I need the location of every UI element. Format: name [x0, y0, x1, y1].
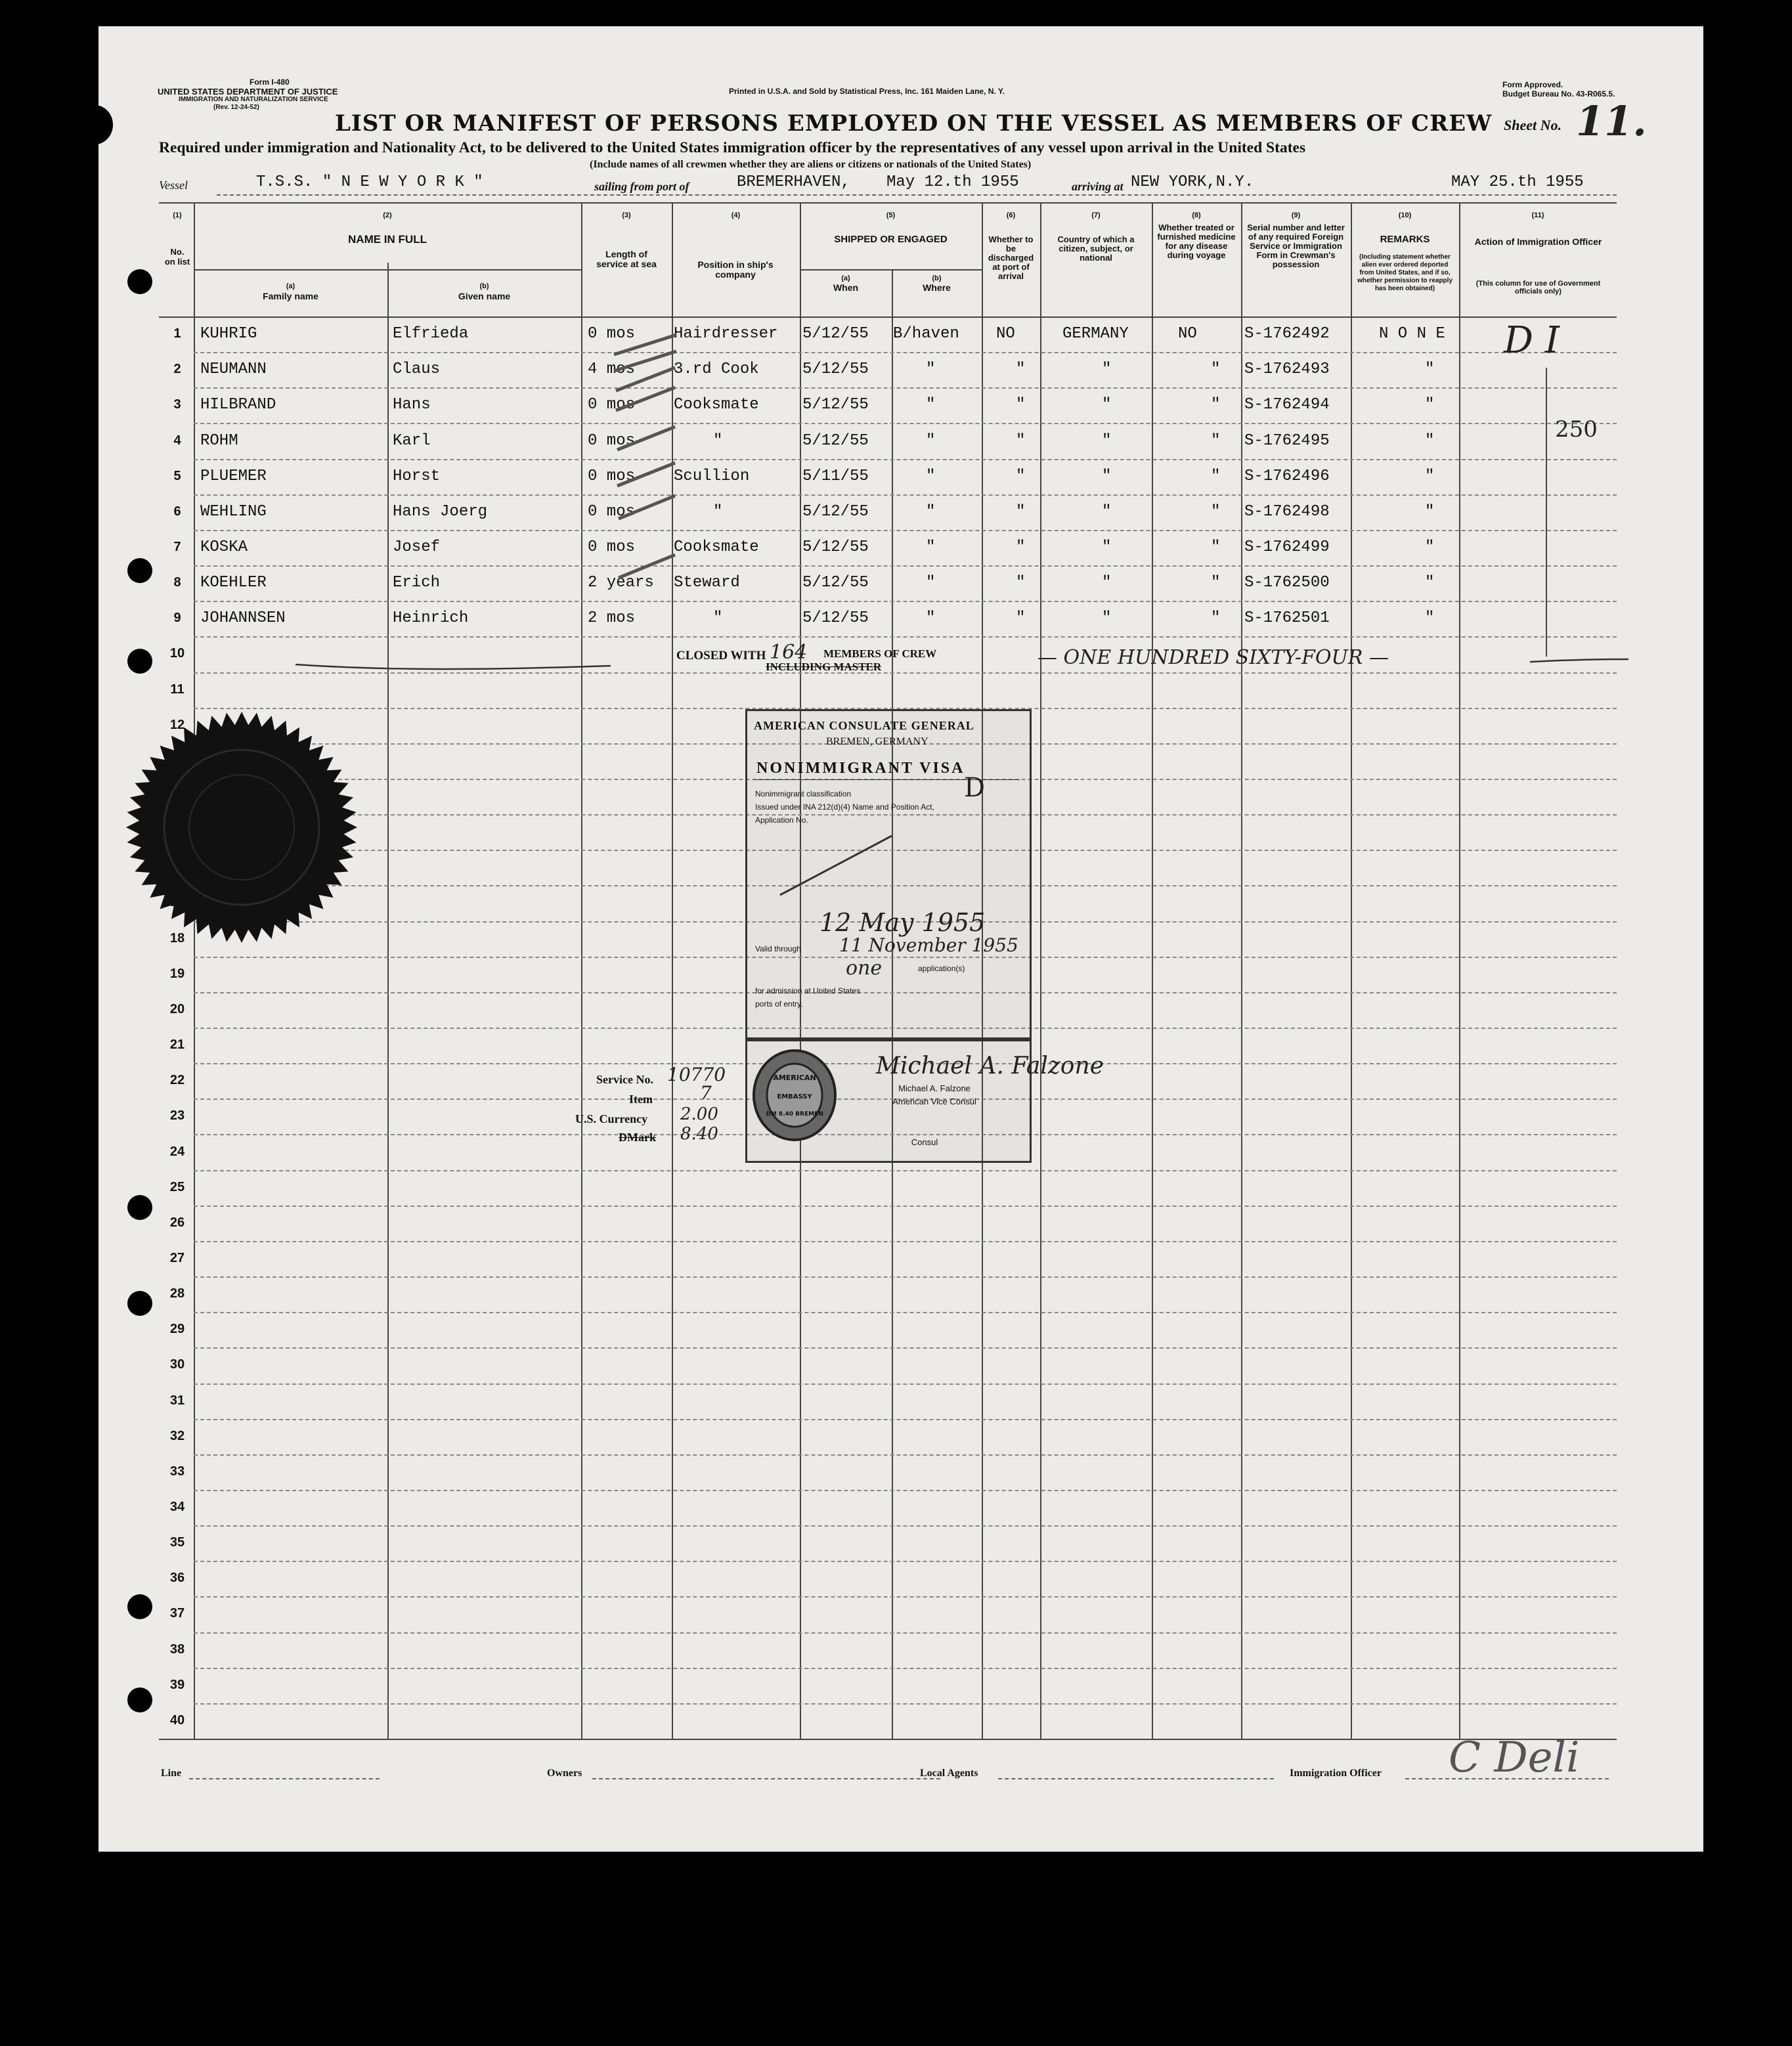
- closed-with: CLOSED WITH: [676, 649, 766, 663]
- country: ": [1102, 574, 1112, 592]
- form-title: LIST OR MANIFEST OF PERSONS EMPLOYED ON THE VESSEL AS MEMBERS OF CREW: [335, 110, 1493, 137]
- including-master: INCLUDING MASTER: [766, 661, 882, 673]
- row-number: 5: [173, 469, 181, 483]
- embossed-seal: [123, 709, 360, 946]
- row-number: 38: [169, 1642, 185, 1657]
- discharged: ": [1016, 538, 1026, 556]
- col-family-name: Family name: [263, 291, 318, 301]
- visa-slash: [774, 829, 905, 902]
- treated: ": [1211, 538, 1221, 556]
- row-rule: [194, 459, 1617, 460]
- vessel-label: Vessel: [159, 179, 188, 192]
- serial-number: S-1762498: [1244, 503, 1330, 521]
- given-name: Erich: [393, 574, 441, 592]
- header-bottom-border: [159, 316, 1617, 318]
- discharged: ": [1016, 432, 1026, 450]
- treated: ": [1211, 432, 1221, 450]
- col5-num: (5): [886, 211, 896, 219]
- family-name: JOHANNSEN: [200, 609, 286, 627]
- consul-label: Consul: [911, 1137, 938, 1147]
- row-number: 33: [169, 1464, 185, 1479]
- binder-hole: [127, 1291, 152, 1316]
- row-rule: [194, 1561, 1617, 1562]
- binder-hole: [127, 558, 152, 583]
- col7-num: (7): [1091, 211, 1101, 219]
- family-name: WEHLING: [200, 503, 267, 521]
- consul-signature: Michael A. Falzone: [876, 1053, 1104, 1079]
- fee-stamp-seal: [749, 1046, 841, 1144]
- country: ": [1102, 468, 1112, 485]
- col-remarks: REMARKS: [1380, 234, 1430, 245]
- family-name: KOSKA: [200, 538, 248, 556]
- position: 3.rd Cook: [674, 360, 759, 378]
- col-shipped: SHIPPED OR ENGAGED: [834, 234, 948, 245]
- dmark-value: 8.40: [680, 1124, 718, 1144]
- discharged: ": [1016, 396, 1026, 414]
- serial-number: S-1762501: [1244, 609, 1330, 627]
- row-number: 21: [169, 1037, 185, 1052]
- col10-num: (10): [1398, 211, 1412, 219]
- family-name: KOEHLER: [200, 574, 267, 592]
- col2-num: (2): [383, 211, 392, 219]
- dmark-label: DMark: [619, 1131, 656, 1144]
- footer-owners: Owners: [547, 1768, 582, 1779]
- closing-words: — ONE HUNDRED SIXTY-FOUR —: [1038, 646, 1389, 669]
- row-rule: [194, 1703, 1617, 1705]
- row-rule: [194, 1383, 1617, 1385]
- col-country: Country of which a citizen, subject, or national: [1057, 234, 1135, 263]
- family-name: NEUMANN: [200, 360, 267, 378]
- visa-class-label: Nonimmigrant classification: [755, 789, 852, 798]
- approval-line1: Form Approved.: [1502, 80, 1563, 89]
- col-no-on-list: No. on list: [164, 247, 190, 267]
- col-discharged: Whether to be discharged at port of arrival: [988, 234, 1034, 281]
- service-number: 10770: [667, 1064, 726, 1085]
- binder-hole: [76, 105, 113, 144]
- position: Scullion: [674, 468, 750, 485]
- col-family-a: (a): [286, 282, 295, 290]
- manifest-sheet: [98, 26, 1703, 1852]
- officer-signature: C Deli: [1449, 1733, 1580, 1782]
- shipped-when: 5/12/55: [802, 574, 869, 592]
- shipped-when: 5/12/55: [802, 538, 869, 556]
- col1-num: (1): [173, 211, 182, 219]
- closed-count: 164: [770, 641, 808, 664]
- length-of-service: 2 years: [588, 574, 654, 592]
- col-action: Action of Immigration Officer: [1474, 236, 1602, 247]
- revision: (Rev. 12-24-52): [213, 104, 259, 111]
- form-number: Form I-480: [250, 77, 290, 87]
- members-of-crew: MEMBERS OF CREW: [823, 647, 937, 660]
- action-bracket: [1546, 368, 1547, 657]
- binder-hole: [127, 1195, 152, 1220]
- visa-issued-under: Issued under INA 212(d)(4) Name and Position Act,: [755, 802, 934, 812]
- row-rule: [194, 1490, 1617, 1491]
- row-number: 20: [169, 1002, 185, 1016]
- length-of-service: 0 mos: [588, 503, 636, 521]
- currency-label: U.S. Currency: [575, 1112, 648, 1125]
- col-given-name: Given name: [458, 291, 511, 301]
- row-rule: [194, 636, 1617, 638]
- arrival-date: MAY 25.th 1955: [1451, 173, 1584, 191]
- voyage-underline: [217, 194, 1617, 196]
- visa-ports: ports of entry.: [755, 999, 803, 1009]
- country: ": [1102, 396, 1112, 414]
- given-name: Karl: [393, 432, 431, 450]
- remarks: ": [1425, 396, 1435, 414]
- action-number: 250: [1555, 416, 1598, 443]
- row-number: 37: [169, 1606, 185, 1621]
- row-rule: [194, 494, 1617, 496]
- vessel-name: T.S.S. " N E W Y O R K ": [256, 173, 483, 191]
- length-of-service: 0 mos: [588, 538, 636, 556]
- shipped-when: 5/12/55: [802, 432, 869, 450]
- shipped-where: ": [926, 503, 936, 521]
- row-rule: [194, 1170, 1617, 1171]
- remarks: ": [1425, 360, 1435, 378]
- row-number: 8: [173, 575, 181, 590]
- row-rule: [194, 1206, 1617, 1207]
- shipped-when: 5/12/55: [802, 396, 869, 414]
- family-name: PLUEMER: [200, 468, 267, 485]
- shipped-when: 5/11/55: [802, 468, 869, 485]
- row-number: 11: [170, 682, 185, 697]
- given-name: Heinrich: [393, 609, 469, 627]
- item-number: 7: [700, 1082, 712, 1104]
- form-subtitle: Required under immigration and Nationality Act, to be delivered to the United States immigration officer by the representatives of any vessel upon arrival in the United States: [159, 139, 1306, 156]
- row-number: 30: [169, 1357, 185, 1372]
- col-serial: Serial number and letter of any required Foreign Service or Immigration Form in Crewman's possession: [1247, 223, 1345, 269]
- visa-type: NONIMMIGRANT VISA: [756, 760, 965, 777]
- footer-officer: Immigration Officer: [1290, 1768, 1382, 1779]
- sheet-number: 11.: [1576, 97, 1647, 145]
- shipped-when: 5/12/55: [802, 503, 869, 521]
- serial-number: S-1762500: [1244, 574, 1330, 592]
- binder-hole: [127, 269, 152, 294]
- binder-hole: [127, 1594, 152, 1619]
- col-given-b: (b): [479, 282, 489, 290]
- row-rule: [194, 1419, 1617, 1420]
- visa-valid-label: Valid through: [755, 944, 801, 953]
- row-rule: [194, 1347, 1617, 1349]
- length-of-service: 0 mos: [588, 468, 636, 485]
- discharged: ": [1016, 609, 1026, 627]
- binder-hole: [127, 649, 152, 674]
- length-of-service: 4 mos: [588, 360, 636, 378]
- consul-stamp: [745, 1037, 1104, 1163]
- discharged: ": [1016, 503, 1026, 521]
- col6-num: (6): [1006, 211, 1016, 219]
- row-number: 34: [169, 1500, 185, 1514]
- serial-number: S-1762499: [1244, 538, 1330, 556]
- row-number: 35: [169, 1535, 185, 1550]
- shipped-where: ": [926, 538, 936, 556]
- remarks: ": [1425, 574, 1435, 592]
- row-rule: [194, 530, 1617, 531]
- treated: ": [1211, 396, 1221, 414]
- row-number: 29: [169, 1322, 185, 1336]
- col4-num: (4): [731, 211, 741, 219]
- consul-name: Michael A. Falzone: [898, 1083, 971, 1093]
- position: Hairdresser: [674, 325, 778, 343]
- row-rule: [194, 1632, 1617, 1634]
- treated: ": [1211, 468, 1221, 485]
- remarks: ": [1425, 503, 1435, 521]
- visa-applications-value: one: [846, 957, 883, 980]
- departure-port: BREMERHAVEN,: [737, 173, 850, 191]
- col-where-b: (b): [932, 274, 942, 282]
- row-rule: [194, 423, 1617, 424]
- row-rule: [194, 565, 1617, 567]
- position: Cooksmate: [674, 538, 759, 556]
- discharged: ": [1016, 468, 1026, 485]
- row-rule: [194, 1276, 1617, 1278]
- sailing-date: May 12.th 1955: [886, 173, 1019, 191]
- shipped-where: ": [926, 396, 936, 414]
- table-top-border: [159, 202, 1617, 204]
- country: ": [1102, 609, 1112, 627]
- table-bottom-border: [159, 1739, 1617, 1740]
- arrival-port: NEW YORK,N.Y.: [1131, 173, 1254, 191]
- shipped-when: 5/12/55: [802, 325, 869, 343]
- family-name: HILBRAND: [200, 396, 276, 414]
- position: Cooksmate: [674, 396, 759, 414]
- row-rule: [194, 352, 1617, 353]
- sailing-label: sailing from port of: [594, 180, 689, 193]
- row-rule: [194, 1668, 1617, 1669]
- col-action-note: (This column for use of Government officials only): [1475, 280, 1601, 295]
- country: ": [1102, 538, 1112, 556]
- serial-number: S-1762492: [1244, 325, 1330, 343]
- treated: ": [1211, 503, 1221, 521]
- remarks: N O N E: [1379, 325, 1445, 343]
- serial-number: S-1762493: [1244, 360, 1330, 378]
- given-name: Hans: [393, 396, 431, 414]
- printer-line: Printed in U.S.A. and Sold by Statistical Press, Inc. 161 Maiden Lane, N. Y.: [729, 87, 1005, 96]
- row-number: 32: [169, 1429, 185, 1443]
- row-number: 18: [169, 931, 185, 946]
- remarks: ": [1425, 468, 1435, 485]
- country: ": [1102, 432, 1112, 450]
- currency-value: 2.00: [680, 1104, 718, 1124]
- given-name: Josef: [393, 538, 441, 556]
- visa-stamp: [745, 709, 1032, 1041]
- visa-class: D: [964, 773, 986, 803]
- visa-admission: for admission at United States: [755, 986, 861, 995]
- footer-agents: Local Agents: [920, 1768, 978, 1779]
- row-number: 2: [173, 362, 181, 376]
- visa-applications-label: application(s): [918, 964, 965, 973]
- length-of-service: 0 mos: [588, 325, 636, 343]
- position: ": [713, 432, 723, 450]
- seal-text-1: AMERICAN: [773, 1074, 816, 1082]
- row-number: 36: [169, 1571, 185, 1585]
- treated: ": [1211, 360, 1221, 378]
- col-remarks-note: (Including statement whether alien ever ordered deported from United States, and if so, whether permission to reapply has been obtained): [1357, 253, 1453, 292]
- row-number: 1: [173, 326, 181, 341]
- given-name: Claus: [393, 360, 441, 378]
- row-number: 31: [169, 1393, 185, 1408]
- treated: ": [1211, 609, 1221, 627]
- row-number: 27: [169, 1251, 185, 1265]
- consul-title: American Vice Consul: [892, 1097, 976, 1106]
- service-label: Service No.: [596, 1073, 653, 1086]
- row-number: 39: [169, 1678, 185, 1692]
- agency-line1: UNITED STATES DEPARTMENT OF JUSTICE: [158, 87, 338, 97]
- visa-issued-date: 12 May 1955: [820, 908, 986, 937]
- row-number: 25: [169, 1180, 185, 1194]
- agency-line2: IMMIGRATION AND NATURALIZATION SERVICE: [179, 96, 328, 103]
- row-rule: [194, 1241, 1617, 1242]
- country: GERMANY: [1062, 325, 1129, 343]
- row-number: 9: [173, 611, 181, 625]
- col8-num: (8): [1192, 211, 1201, 219]
- family-name: KUHRIG: [200, 325, 257, 343]
- col-position: Position in ship's company: [697, 259, 774, 280]
- col-name-in-full: NAME IN FULL: [348, 233, 427, 246]
- row-rule: [194, 1454, 1617, 1456]
- length-of-service: 0 mos: [588, 396, 636, 414]
- given-name: Elfrieda: [393, 325, 469, 343]
- shipped-where: ": [926, 360, 936, 378]
- row-rule: [194, 1596, 1617, 1598]
- col9-num: (9): [1291, 211, 1301, 219]
- row-rule: [194, 1312, 1617, 1313]
- visa-application-no: Application No.: [755, 816, 808, 825]
- visa-city: BREMEN, GERMANY: [826, 736, 929, 747]
- row-number: 3: [173, 397, 181, 412]
- country: ": [1102, 503, 1112, 521]
- remarks: ": [1425, 538, 1435, 556]
- col11-num: (11): [1531, 211, 1544, 219]
- row-number: 22: [169, 1073, 185, 1087]
- row-number: 19: [169, 967, 185, 981]
- row-number: 12: [169, 718, 185, 732]
- length-of-service: 0 mos: [588, 432, 636, 450]
- row-rule: [194, 1525, 1617, 1527]
- shipped-where: B/haven: [893, 325, 959, 343]
- country: ": [1102, 360, 1112, 378]
- row-rule: [194, 387, 1617, 389]
- shipped-when: 5/12/55: [802, 609, 869, 627]
- position: ": [713, 609, 723, 627]
- col3-num: (3): [622, 211, 631, 219]
- family-name: ROHM: [200, 432, 238, 450]
- row-number: 10: [169, 646, 185, 661]
- serial-number: S-1762496: [1244, 468, 1330, 485]
- shipped-where: ": [926, 609, 936, 627]
- shipped-where: ": [926, 468, 936, 485]
- discharged: ": [1016, 574, 1026, 592]
- row-rule: [194, 601, 1617, 602]
- shipped-where: ": [926, 574, 936, 592]
- serial-number: S-1762495: [1244, 432, 1330, 450]
- sheet-label: Sheet No.: [1504, 117, 1562, 133]
- action-d1: D I: [1504, 319, 1560, 362]
- col-length: Length of service at sea: [596, 249, 657, 269]
- serial-number: S-1762494: [1244, 396, 1330, 414]
- position: ": [713, 503, 723, 521]
- shipped-when: 5/12/55: [802, 360, 869, 378]
- given-name: Hans Joerg: [393, 503, 488, 521]
- remarks: ": [1425, 432, 1435, 450]
- discharged: NO: [996, 325, 1015, 343]
- remarks: ": [1425, 609, 1435, 627]
- item-label: Item: [629, 1093, 653, 1106]
- visa-consulate: AMERICAN CONSULATE GENERAL: [754, 719, 974, 732]
- treated: NO: [1178, 325, 1197, 343]
- col-treated: Whether treated or furnished medicine for any disease during voyage: [1157, 223, 1236, 260]
- col-when: When: [833, 282, 859, 293]
- row-number: 23: [169, 1108, 185, 1123]
- given-name: Horst: [393, 468, 441, 485]
- binder-hole: [127, 1687, 152, 1712]
- length-of-service: 2 mos: [588, 609, 636, 627]
- seal-text-2: EMBASSY: [777, 1093, 812, 1100]
- row-number: 7: [173, 540, 181, 554]
- row-number: 28: [169, 1286, 185, 1301]
- shipped-where: ": [926, 432, 936, 450]
- closing-underline: [295, 657, 1628, 683]
- position: Steward: [674, 574, 740, 592]
- footer-line: Line: [161, 1768, 182, 1779]
- discharged: ": [1016, 360, 1026, 378]
- form-subtitle2: (Include names of all crewmen whether they are aliens or citizens or nationals of the United States): [590, 159, 1032, 170]
- row-number: 4: [173, 433, 181, 448]
- length-strike-marks: [611, 315, 683, 617]
- arriving-label: arriving at: [1072, 180, 1124, 193]
- row-number: 40: [169, 1713, 185, 1728]
- row-number: 26: [169, 1215, 185, 1230]
- treated: ": [1211, 574, 1221, 592]
- row-number: 6: [173, 504, 181, 519]
- visa-valid-date: 11 November 1955: [839, 934, 1018, 956]
- col-where: Where: [923, 282, 951, 293]
- row-number: 24: [169, 1144, 185, 1159]
- approval-line2: Budget Bureau No. 43-R065.5.: [1502, 89, 1615, 98]
- seal-text-3: DM 8.40 BREMEN: [766, 1111, 823, 1118]
- col-when-a: (a): [841, 274, 850, 282]
